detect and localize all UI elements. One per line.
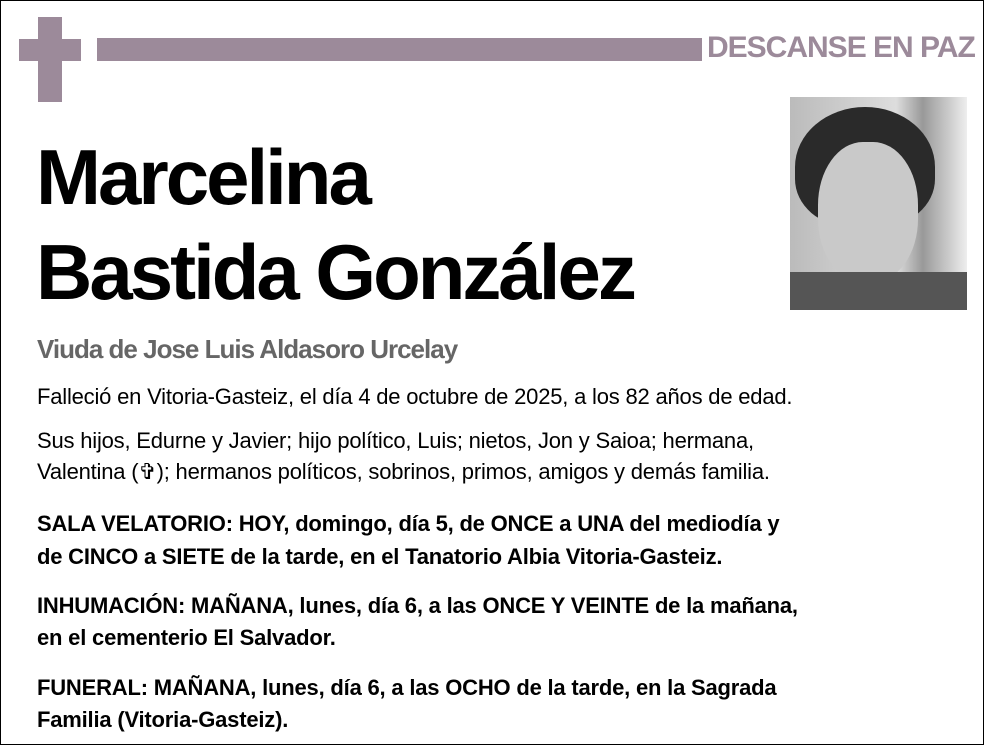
family-line-2: Valentina (✞); hermanos políticos, sobrinos, primos, amigos y demás familia.	[37, 459, 770, 484]
funeral-line-2: Familia (Vitoria-Gasteiz).	[37, 707, 289, 732]
header-bar	[97, 38, 702, 61]
header-title: DESCANSE EN PAZ	[707, 31, 975, 64]
funeral-line-1: FUNERAL: MAÑANA, lunes, día 6, a las OCHO de la tarde, en la Sagrada	[37, 675, 777, 700]
photo-clothing	[790, 272, 967, 310]
death-text: Falleció en Vitoria-Gasteiz, el día 4 de octubre de 2025, a los 82 años de edad.	[37, 384, 793, 409]
deceased-surnames: Bastida González	[36, 228, 634, 316]
velatorio-line-1: SALA VELATORIO: HOY, domingo, día 5, de ONCE a UNA del mediodía y	[37, 511, 780, 536]
family-line-1: Sus hijos, Edurne y Javier; hijo político, Luis; nietos, Jon y Saioa; hermana,	[37, 428, 754, 453]
velatorio-line-2: de CINCO a SIETE de la tarde, en el Tanatorio Albia Vitoria-Gasteiz.	[37, 544, 723, 569]
portrait-photo	[790, 97, 967, 310]
cross-horizontal	[19, 39, 81, 61]
photo-face	[818, 142, 918, 282]
inhumacion-line-2: en el cementerio El Salvador.	[37, 625, 336, 650]
deceased-subtitle: Viuda de Jose Luis Aldasoro Urcelay	[37, 334, 458, 364]
inhumacion-line-1: INHUMACIÓN: MAÑANA, lunes, día 6, a las ONCE Y VEINTE de la mañana,	[37, 593, 798, 618]
deceased-first-name: Marcelina	[36, 133, 369, 221]
